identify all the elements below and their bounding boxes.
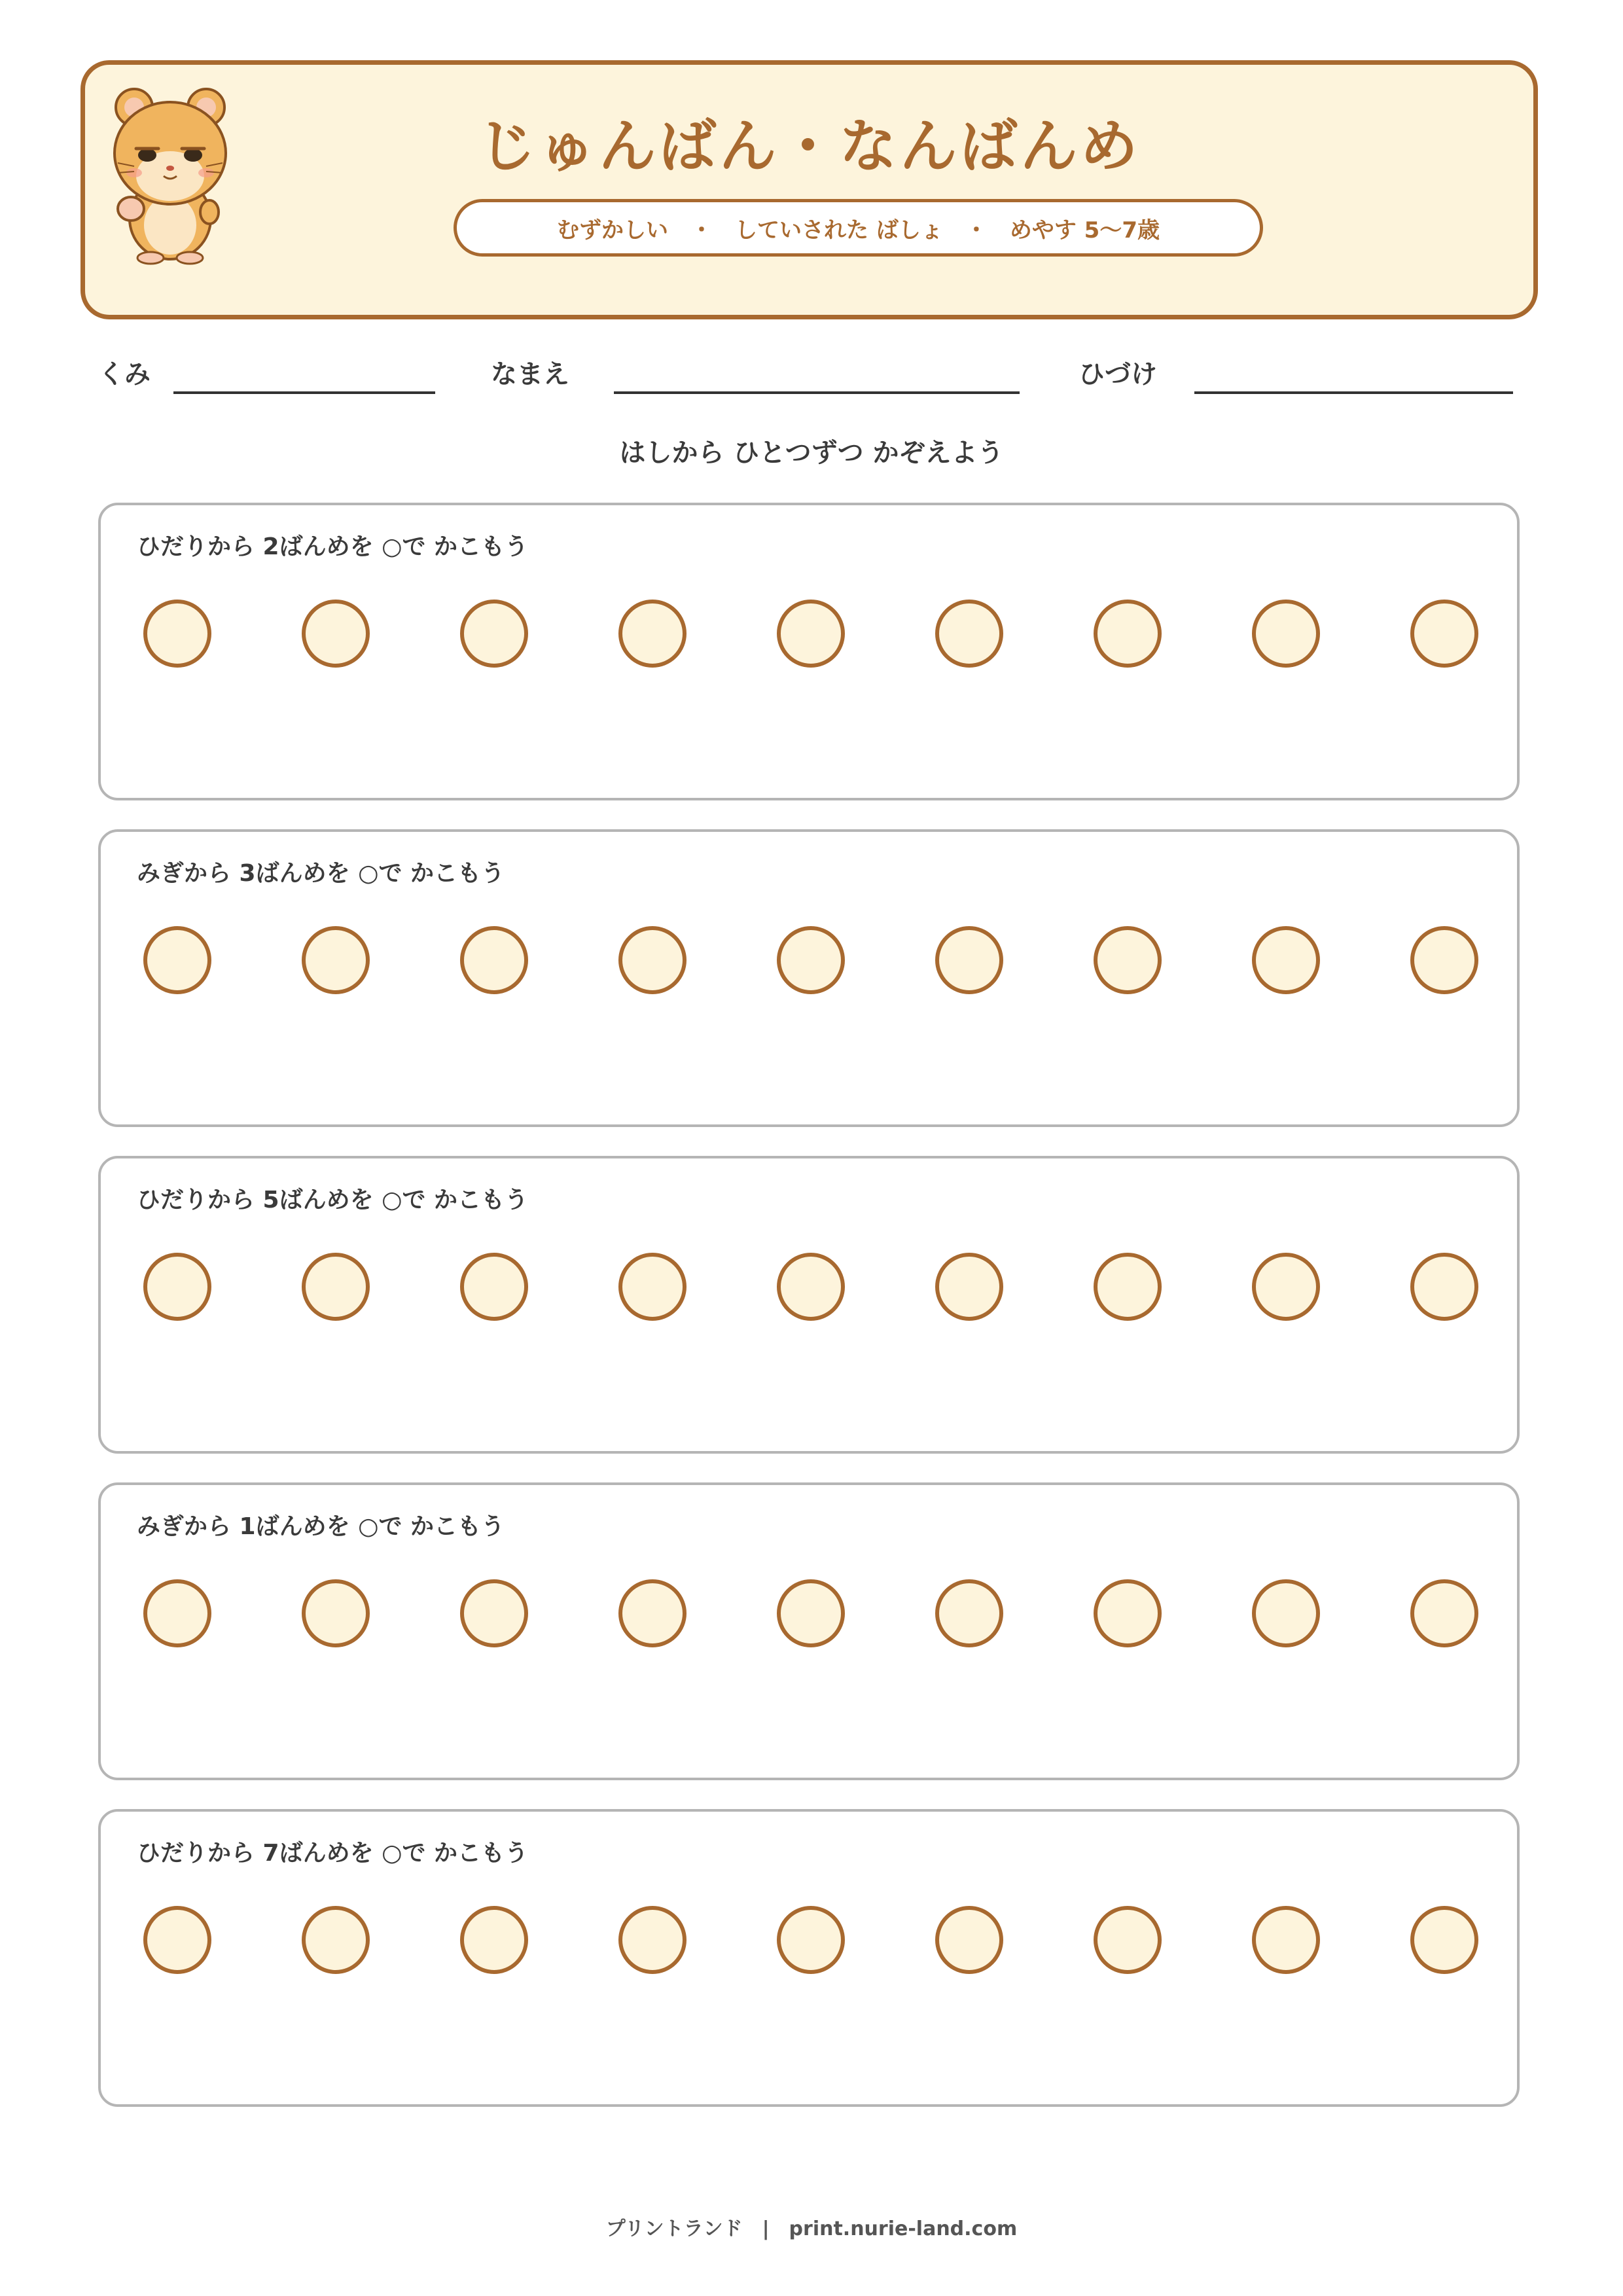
- counting-circle[interactable]: [935, 926, 1003, 994]
- problem-panel: [98, 829, 1520, 1127]
- counting-circle[interactable]: [1252, 600, 1320, 668]
- counting-circle[interactable]: [935, 600, 1003, 668]
- problem-panel: [98, 1809, 1520, 2107]
- problem-panel: [98, 1482, 1520, 1780]
- counting-circle[interactable]: [460, 1253, 528, 1321]
- name-field[interactable]: [614, 391, 1020, 394]
- counting-circle[interactable]: [1094, 926, 1162, 994]
- counting-circle[interactable]: [302, 600, 370, 668]
- counting-circle[interactable]: [618, 1253, 687, 1321]
- difficulty-badge: むずかしい ・ していされた ばしょ ・ めやす 5〜7歳: [454, 199, 1263, 257]
- date-field[interactable]: [1194, 391, 1513, 394]
- worksheet-title: じゅんばん・なんばんめ: [478, 113, 1141, 180]
- counting-circle[interactable]: [1094, 1579, 1162, 1647]
- class-field[interactable]: [173, 391, 435, 394]
- counting-circle[interactable]: [618, 600, 687, 668]
- footer-credit: プリントランド | print.nurie-land.com: [605, 2217, 1018, 2240]
- problem-instruction: ひだりから 2ばんめを ○で かこもう: [137, 533, 529, 560]
- counting-circle[interactable]: [1410, 1253, 1478, 1321]
- counting-circle[interactable]: [935, 1579, 1003, 1647]
- counting-circle[interactable]: [460, 1579, 528, 1647]
- counting-circle[interactable]: [1410, 1906, 1478, 1974]
- counting-circle[interactable]: [143, 1253, 211, 1321]
- counting-circle[interactable]: [935, 1906, 1003, 1974]
- counting-circle[interactable]: [1410, 600, 1478, 668]
- counting-circle[interactable]: [777, 1579, 845, 1647]
- counting-circle[interactable]: [1094, 600, 1162, 668]
- counting-circle[interactable]: [1410, 926, 1478, 994]
- counting-circle[interactable]: [460, 600, 528, 668]
- counting-circle[interactable]: [1252, 1906, 1320, 1974]
- problem-panel: [98, 503, 1520, 800]
- counting-circle[interactable]: [460, 926, 528, 994]
- counting-circle[interactable]: [618, 1906, 687, 1974]
- counting-circle[interactable]: [1410, 1579, 1478, 1647]
- counting-circle[interactable]: [143, 926, 211, 994]
- worksheet-header: [80, 60, 1538, 319]
- counting-circle[interactable]: [302, 926, 370, 994]
- counting-circle[interactable]: [1252, 1253, 1320, 1321]
- counting-circle[interactable]: [935, 1253, 1003, 1321]
- counting-circle[interactable]: [618, 926, 687, 994]
- problem-instruction: みぎから 3ばんめを ○で かこもう: [137, 860, 505, 887]
- counting-circle[interactable]: [777, 1253, 845, 1321]
- counting-circle[interactable]: [1094, 1253, 1162, 1321]
- date-label: ひづけ: [1079, 359, 1157, 389]
- counting-circle[interactable]: [460, 1906, 528, 1974]
- problem-instruction: ひだりから 7ばんめを ○で かこもう: [137, 1840, 529, 1867]
- counting-circle[interactable]: [143, 1579, 211, 1647]
- name-label: なまえ: [491, 359, 569, 389]
- counting-circle[interactable]: [302, 1906, 370, 1974]
- counting-circle[interactable]: [1252, 926, 1320, 994]
- problem-instruction: みぎから 1ばんめを ○で かこもう: [137, 1513, 505, 1540]
- counting-circle[interactable]: [1252, 1579, 1320, 1647]
- counting-circle[interactable]: [1094, 1906, 1162, 1974]
- class-label: くみ: [98, 359, 151, 389]
- instruction-text: はしから ひとつずつ かぞえよう: [619, 438, 1004, 468]
- counting-circle[interactable]: [777, 600, 845, 668]
- counting-circle[interactable]: [777, 926, 845, 994]
- problem-instruction: ひだりから 5ばんめを ○で かこもう: [137, 1187, 529, 1213]
- counting-circle[interactable]: [777, 1906, 845, 1974]
- counting-circle[interactable]: [302, 1253, 370, 1321]
- counting-circle[interactable]: [302, 1579, 370, 1647]
- counting-circle[interactable]: [618, 1579, 687, 1647]
- counting-circle[interactable]: [143, 1906, 211, 1974]
- problem-panel: [98, 1156, 1520, 1454]
- student-info-fields: [0, 353, 1623, 399]
- counting-circle[interactable]: [143, 600, 211, 668]
